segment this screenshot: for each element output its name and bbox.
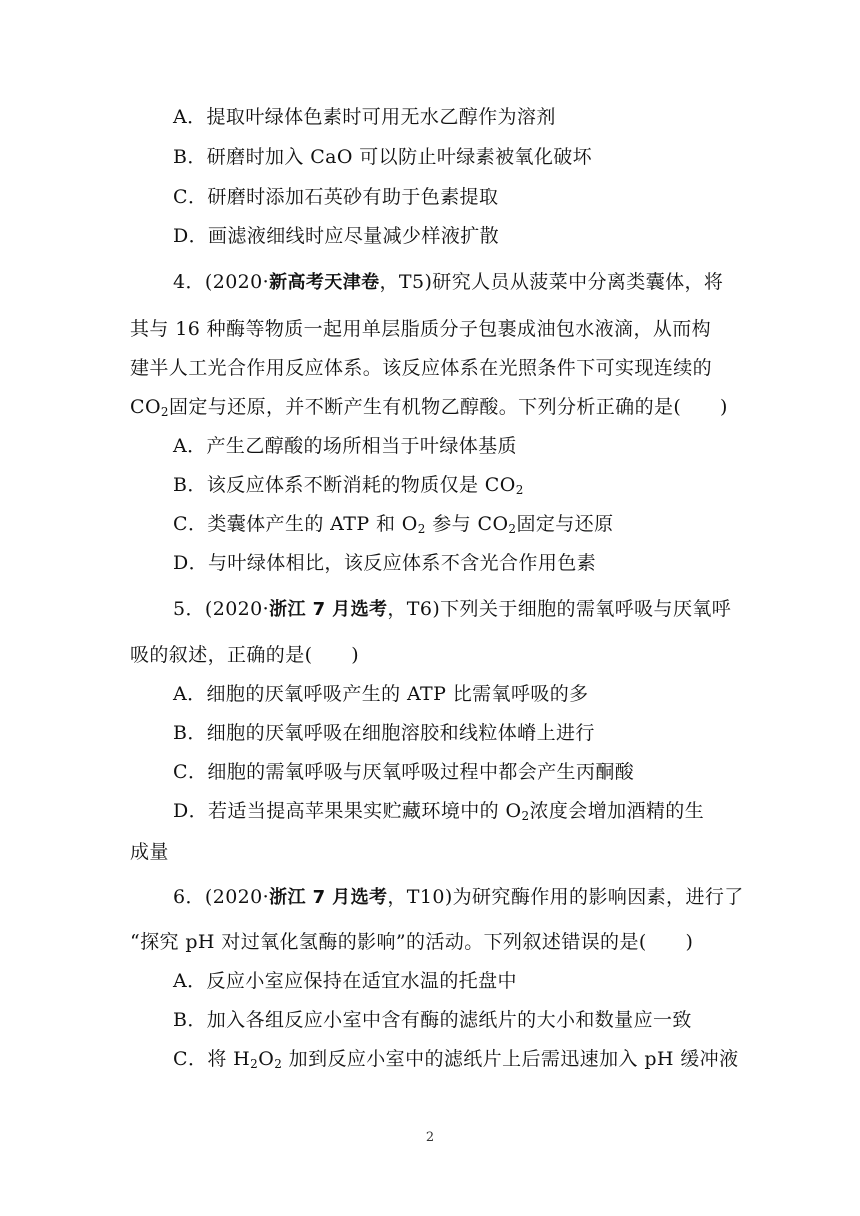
q6-option-c-text1: C．将 H bbox=[173, 1048, 251, 1070]
q6-stem-line2: “探究 pH 对过氧化氢酶的影响”的活动。下列叙述错误的是( ) bbox=[130, 931, 694, 953]
q4-option-b-text: B．该反应体系不断消耗的物质仅是 CO bbox=[173, 474, 516, 496]
q3-option-c: C．研磨时添加石英砂有助于色素提取 bbox=[173, 186, 499, 208]
q5-option-a: A．细胞的厌氧呼吸产生的 ATP 比需氧呼吸的多 bbox=[173, 683, 589, 705]
page-number: 2 bbox=[425, 1130, 435, 1145]
q6-option-b: B．加入各组反应小室中含有酶的滤纸片的大小和数量应一致 bbox=[173, 1009, 692, 1031]
q6-stem-line1 bbox=[173, 885, 744, 910]
q4-stem-line4 bbox=[130, 395, 728, 419]
q4-option-c-text3: 固定与还原 bbox=[516, 513, 614, 535]
q5-option-d-cont: 成量 bbox=[130, 841, 169, 863]
q5-option-c: C．细胞的需氧呼吸与厌氧呼吸过程中都会产生丙酮酸 bbox=[173, 761, 635, 783]
q4-stem-line4-text: 固定与还原，并不断产生有机物乙醇酸。下列分析正确的是( ) bbox=[168, 396, 728, 418]
q5-option-d-subscript: 2 bbox=[521, 809, 530, 823]
q5-option-b: B．细胞的厌氧呼吸在细胞溶胶和线粒体嵴上进行 bbox=[173, 722, 595, 744]
q4-co2-text: CO bbox=[130, 396, 161, 418]
q4-stem-line2: 其与 16 种酶等物质一起用单层脂质分子包裹成油包水液滴，从而构 bbox=[130, 318, 712, 340]
q4-option-c-text1: C．类囊体产生的 ATP 和 O bbox=[173, 513, 418, 535]
q4-option-b bbox=[173, 473, 524, 497]
q5-stem-line2: 吸的叙述，正确的是( ) bbox=[130, 644, 360, 666]
q4-stem-text: ，T5)研究人员从菠菜中分离类囊体，将 bbox=[379, 271, 724, 293]
q5-source: 浙江 7 月选考 bbox=[269, 599, 388, 620]
q5-number: 5．(2020· bbox=[173, 598, 270, 620]
q6-option-a: A．反应小室应保持在适宜水温的托盘中 bbox=[173, 970, 517, 992]
q5-stem-line1 bbox=[173, 597, 731, 622]
q3-option-d: D．画滤液细线时应尽量减少样液扩散 bbox=[173, 225, 500, 247]
q3-option-b: B．研磨时加入 CaO 可以防止叶绿素被氧化破坏 bbox=[173, 146, 593, 168]
q4-option-c-subscript2: 2 bbox=[508, 522, 517, 536]
q6-option-c bbox=[173, 1047, 739, 1071]
q6-option-c-subscript1: 2 bbox=[250, 1057, 259, 1071]
q4-number: 4．(2020· bbox=[173, 271, 270, 293]
q5-option-d-text1: D．若适当提高苹果果实贮藏环境中的 O bbox=[173, 800, 522, 822]
q6-option-c-text2: O bbox=[258, 1048, 275, 1070]
q6-option-c-subscript2: 2 bbox=[274, 1057, 283, 1071]
q6-stem-text: ，T10)为研究酶作用的影响因素，进行了 bbox=[387, 886, 744, 908]
q5-option-d bbox=[173, 799, 704, 823]
q4-source: 新高考天津卷 bbox=[269, 272, 380, 293]
q6-option-c-text3: 加到反应小室中的滤纸片上后需迅速加入 pH 缓冲液 bbox=[282, 1048, 739, 1070]
q4-option-b-subscript: 2 bbox=[515, 483, 524, 497]
q5-stem-text: ，T6)下列关于细胞的需氧呼吸与厌氧呼 bbox=[387, 598, 732, 620]
q4-stem-line1 bbox=[173, 270, 723, 295]
q4-option-c bbox=[173, 512, 613, 536]
q4-option-c-text2: 参与 CO bbox=[425, 513, 509, 535]
q4-option-d: D．与叶绿体相比，该反应体系不含光合作用色素 bbox=[173, 552, 597, 574]
q6-source: 浙江 7 月选考 bbox=[269, 887, 388, 908]
q6-number: 6．(2020· bbox=[173, 886, 270, 908]
q3-option-a: A．提取叶绿体色素时可用无水乙醇作为溶剂 bbox=[173, 106, 556, 128]
q4-option-c-subscript1: 2 bbox=[417, 522, 426, 536]
q5-option-d-text2: 浓度会增加酒精的生 bbox=[529, 800, 705, 822]
q4-co2-subscript: 2 bbox=[160, 405, 169, 419]
q4-stem-line3: 建半人工光合作用反应体系。该反应体系在光照条件下可实现连续的 bbox=[130, 357, 713, 379]
q4-option-a: A．产生乙醇酸的场所相当于叶绿体基质 bbox=[173, 435, 517, 457]
